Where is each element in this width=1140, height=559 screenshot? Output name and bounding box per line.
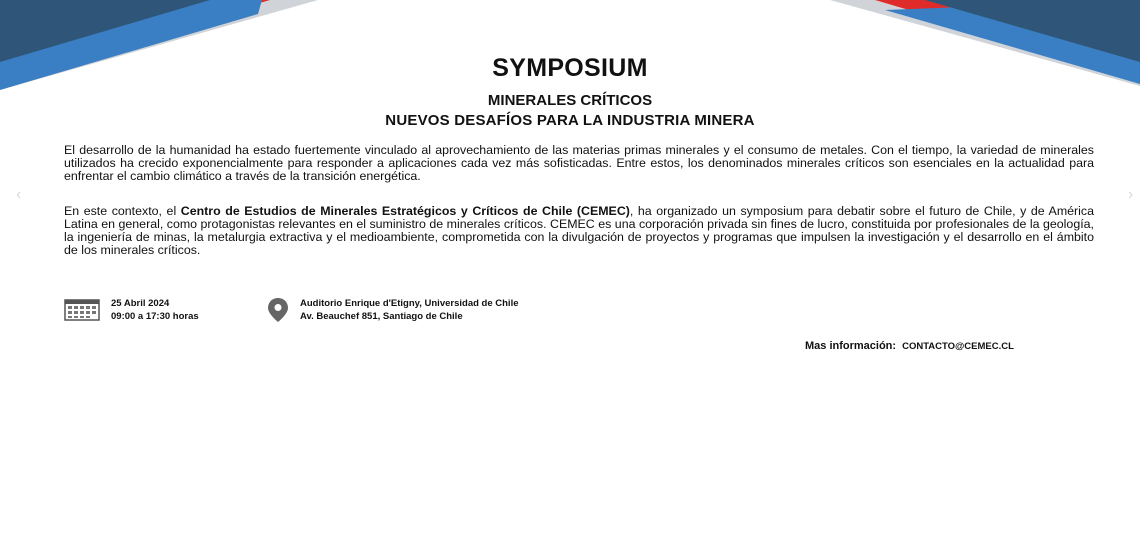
contact-info [805, 340, 1014, 352]
event-address: Av. Beauchef 851, Santiago de Chile [300, 311, 463, 322]
location-pin-icon [266, 297, 290, 323]
event-venue: Auditorio Enrique d'Etigny, Universidad de Chile [300, 298, 519, 309]
calendar-icon [64, 299, 100, 321]
intro-paragraph: El desarrollo de la humanidad ha estado fuertemente vinculado al aprovechamiento de las materias primas minerales y el consumo de metales. Con el tiempo, la variedad de minerales utilizados ha crecido exponencialmente para responder a aplicaciones cada vez más sofisticadas. Entre estos, los denominados minerales críticos son esenciales en la actualidad para enfrentar el cambio climático a través de la transición energética. [64, 143, 1094, 183]
context-paragraph-end: , ha organizado un symposium para debatir sobre el futuro de Chile, y de América Latina en general, como protagonistas relevantes en el suministro de minerales críticos. CEMEC es una corporación privada sin fines de lucro, constituida por profesionales de la geología, la ingeniería de minas, la metalurgia extractiva y el medioambiente, comprometida con la divulgación de proyectos y programas que impulsen la investigación y el desarrollo en el ámbito de los minerales críticos. [64, 204, 1094, 257]
event-location-text [300, 297, 519, 323]
context-paragraph [64, 205, 1094, 257]
page-subtitle-secondary: NUEVOS DESAFÍOS PARA LA INDUSTRIA MINERA [385, 112, 755, 129]
context-paragraph-start: En este contexto, el [64, 204, 181, 218]
next-slide-arrow[interactable]: › [1128, 186, 1134, 203]
cemec-name: Centro de Estudios de Minerales Estratégicos y Críticos de Chile (CEMEC) [180, 204, 630, 218]
event-date-text [111, 297, 199, 323]
contact-email-link[interactable]: CONTACTO@CEMEC.CL [902, 341, 1014, 352]
prev-slide-arrow[interactable]: ‹ [16, 186, 22, 203]
event-date: 25 Abril 2024 [111, 298, 170, 309]
contact-label: Mas información: [805, 340, 897, 352]
event-time: 09:00 a 17:30 horas [111, 311, 199, 322]
event-location-block [266, 297, 519, 323]
event-date-block [64, 297, 199, 323]
page-subtitle: MINERALES CRÍTICOS [487, 92, 653, 109]
page-title: SYMPOSIUM [492, 54, 648, 82]
